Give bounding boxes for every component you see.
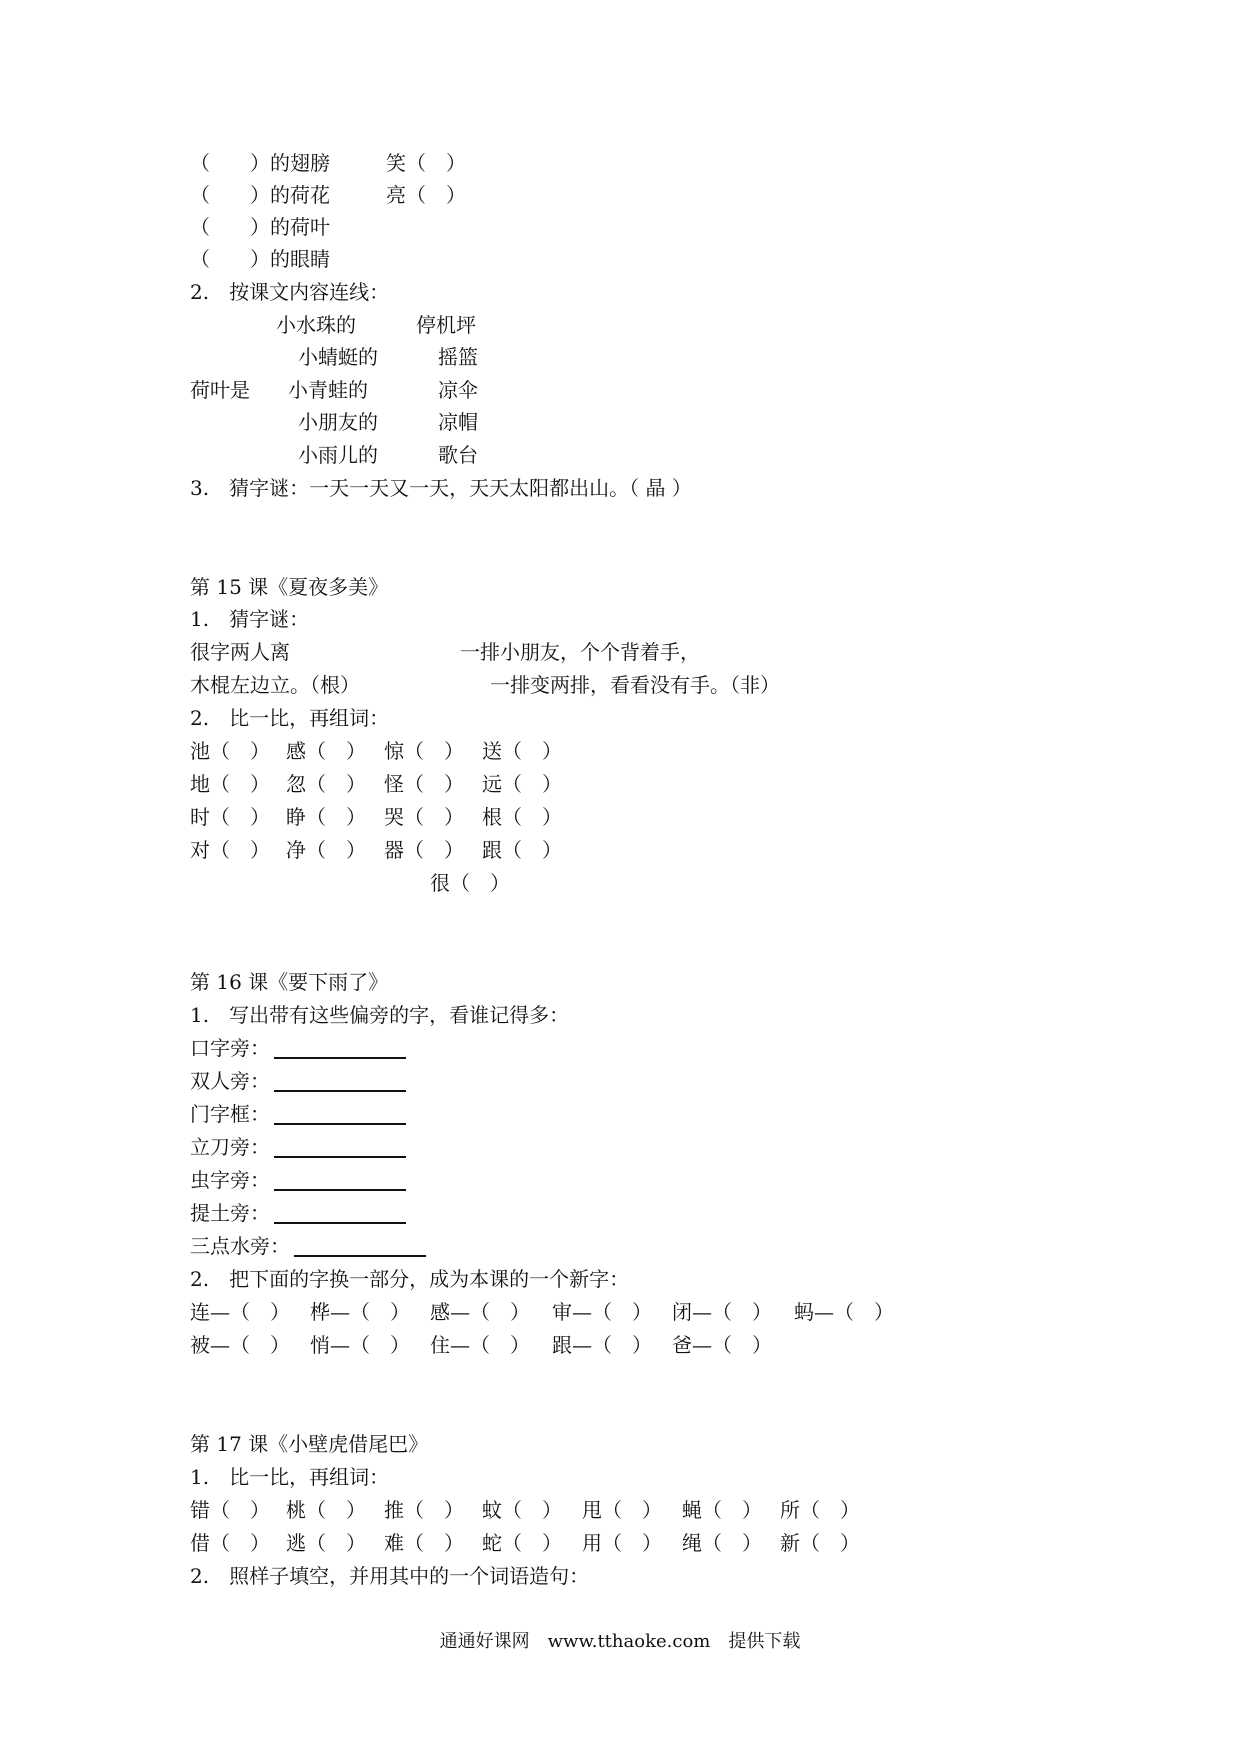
word-cell: 惊（ ） [384,739,464,763]
word-cell: 绳（ ） [682,1531,762,1555]
match-right-item: 歌台 [438,443,478,467]
question-2: 2. 比一比，再组词： [190,706,390,730]
answer-blank[interactable] [294,1235,426,1257]
word-cell: 感—（ ） [430,1300,530,1324]
word-cell: 蝇（ ） [682,1498,762,1522]
question-1: 1. 写出带有这些偏旁的字，看谁记得多： [190,1003,570,1027]
fill-row-right: 笑（ ） [386,151,466,175]
match-left-item: 小蜻蜓的 [298,345,378,369]
riddle-text: 木棍左边立。（根） [190,673,360,697]
word-cell: 被—（ ） [190,1333,290,1357]
match-right-item: 凉帽 [438,410,478,434]
radical-label: 三点水旁： [190,1234,290,1258]
word-cell: 甩（ ） [582,1498,662,1522]
question-1: 1. 比一比，再组词： [190,1465,390,1489]
section-title: 第 15 课《夏夜多美》 [190,575,389,599]
match-prefix: 荷叶是 [190,378,250,402]
word-cell: 跟—（ ） [552,1333,652,1357]
word-cell: 蚂—（ ） [794,1300,894,1324]
word-cell: 根（ ） [482,805,562,829]
word-cell: 很（ ） [430,871,510,895]
fill-row-left: （ ）的翅膀 [190,151,330,175]
word-cell: 桦—（ ） [310,1300,410,1324]
page-footer: 通通好课网 www.tthaoke.com 提供下载 [439,1631,801,1652]
question-2: 2. 按课文内容连线： [190,280,390,304]
radical-label: 立刀旁： [190,1135,270,1159]
word-cell: 远（ ） [482,772,562,796]
word-cell: 池（ ） [190,739,270,763]
word-cell: 桃（ ） [286,1498,366,1522]
radical-label: 虫字旁： [190,1168,270,1192]
match-left-item: 小雨儿的 [298,443,378,467]
section-title: 第 17 课《小壁虎借尾巴》 [190,1432,429,1456]
radical-label: 双人旁： [190,1069,270,1093]
match-left-item: 小水珠的 [276,313,356,337]
word-cell: 住—（ ） [430,1333,530,1357]
word-cell: 蚊（ ） [482,1498,562,1522]
word-cell: 用（ ） [582,1531,662,1555]
word-cell: 对（ ） [190,838,270,862]
word-cell: 时（ ） [190,805,270,829]
word-cell: 难（ ） [384,1531,464,1555]
word-cell: 新（ ） [780,1531,860,1555]
word-cell: 哭（ ） [384,805,464,829]
riddle-text: 一排小朋友，个个背着手， [460,640,700,664]
match-left-item: 小青蛙的 [288,378,368,402]
fill-row-left: （ ）的荷花 [190,183,330,207]
question-3: 3. 猜字谜：一天一天又一天，天天太阳都出山。（ 晶 ） [190,476,692,500]
word-cell: 净（ ） [286,838,366,862]
word-cell: 器（ ） [384,838,464,862]
radical-row [190,1167,406,1193]
question-1: 1. 猜字谜： [190,607,310,631]
answer-blank[interactable] [274,1103,406,1125]
word-cell: 所（ ） [780,1498,860,1522]
match-left-item: 小朋友的 [298,410,378,434]
word-cell: 地（ ） [190,772,270,796]
word-cell: 忽（ ） [286,772,366,796]
answer-blank[interactable] [274,1136,406,1158]
answer-blank[interactable] [274,1202,406,1224]
question-2: 2. 把下面的字换一部分，成为本课的一个新字： [190,1267,630,1291]
word-cell: 蛇（ ） [482,1531,562,1555]
answer-blank[interactable] [274,1070,406,1092]
word-cell: 怪（ ） [384,772,464,796]
fill-row-left: （ ）的荷叶 [190,215,330,239]
radical-row [190,1200,406,1226]
radical-label: 提土旁： [190,1201,270,1225]
word-cell: 审—（ ） [552,1300,652,1324]
riddle-text: 一排变两排，看看没有手。（非） [490,673,780,697]
word-cell: 送（ ） [482,739,562,763]
radical-row [190,1233,426,1259]
word-cell: 睁（ ） [286,805,366,829]
answer-blank[interactable] [274,1037,406,1059]
word-cell: 闭—（ ） [672,1300,772,1324]
section-title: 第 16 课《要下雨了》 [190,970,389,994]
word-cell: 跟（ ） [482,838,562,862]
word-cell: 连—（ ） [190,1300,290,1324]
word-cell: 爸—（ ） [672,1333,772,1357]
match-right-item: 凉伞 [438,378,478,402]
word-cell: 推（ ） [384,1498,464,1522]
word-cell: 悄—（ ） [310,1333,410,1357]
word-cell: 借（ ） [190,1531,270,1555]
fill-row-left: （ ）的眼睛 [190,247,330,271]
fill-row-right: 亮（ ） [386,183,466,207]
radical-label: 口字旁： [190,1036,270,1060]
answer-blank[interactable] [274,1169,406,1191]
radical-row [190,1068,406,1094]
word-cell: 错（ ） [190,1498,270,1522]
match-right-item: 摇篮 [438,345,478,369]
riddle-text: 很字两人离 [190,640,290,664]
radical-label: 门字框： [190,1102,270,1126]
radical-row [190,1101,406,1127]
word-cell: 感（ ） [286,739,366,763]
match-right-item: 停机坪 [416,313,476,337]
word-cell: 逃（ ） [286,1531,366,1555]
radical-row [190,1134,406,1160]
radical-row [190,1035,406,1061]
question-2: 2. 照样子填空，并用其中的一个词语造句： [190,1564,590,1588]
